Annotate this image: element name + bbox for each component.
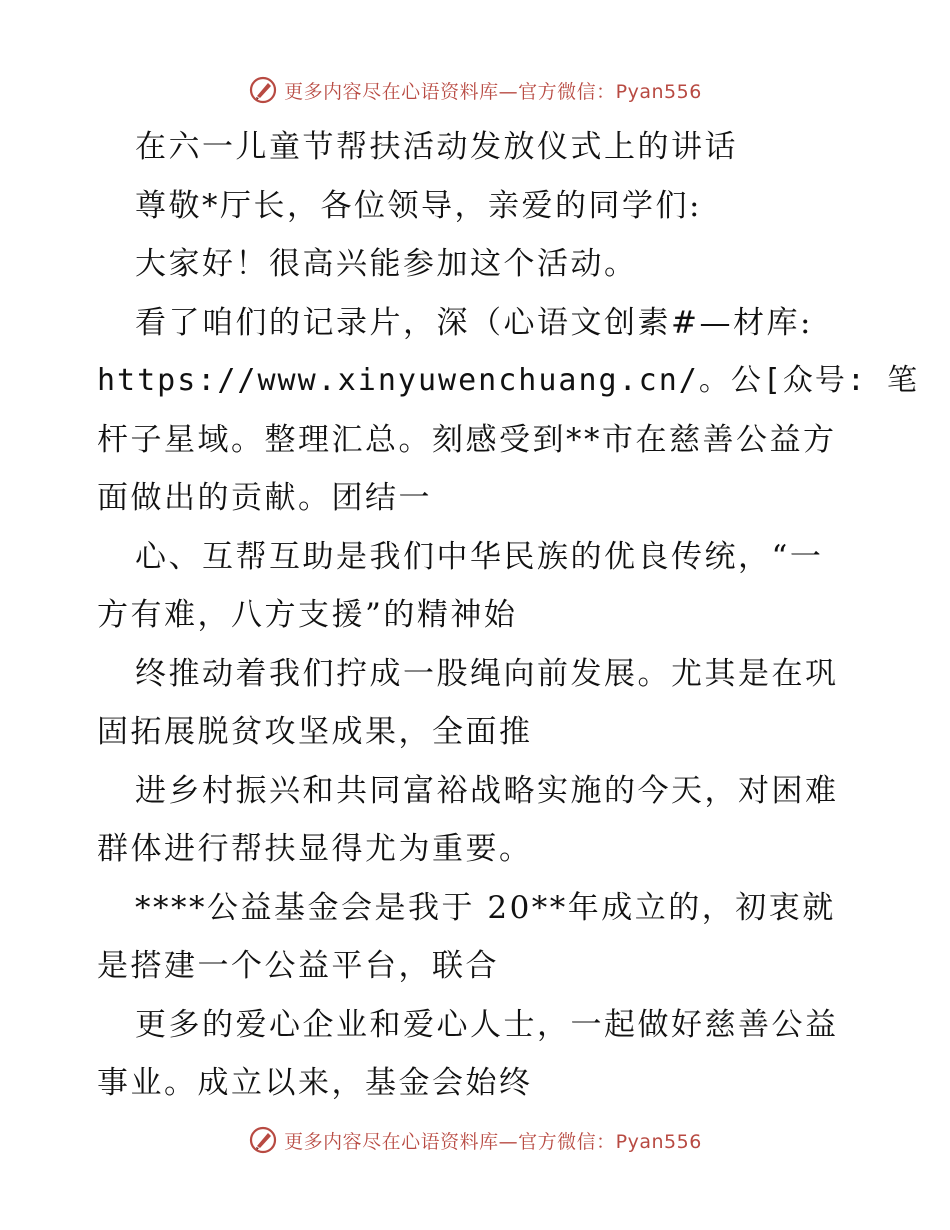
paragraph-line: 固拓展脱贫攻坚成果，全面推 xyxy=(97,714,533,750)
pen-logo-icon xyxy=(248,1125,278,1155)
paragraph-line: 事业。成立以来，基金会始终 xyxy=(97,1065,533,1101)
salutation: 尊敬*厅长，各位领导，亲爱的同学们: xyxy=(135,187,702,224)
paragraph-line: https://www.xinyuwenchuang.cn/。公[众号: 笔 xyxy=(97,363,920,398)
paragraph-line: 面做出的贡献。团结一 xyxy=(97,480,432,516)
footer-banner xyxy=(0,1120,950,1160)
paragraph-line: 大家好！很高兴能参加这个活动。 xyxy=(135,246,638,282)
paragraph-line: 杆子星域。整理汇总。刻感受到**市在慈善公益方 xyxy=(97,421,837,458)
header-banner xyxy=(0,70,950,110)
paragraph-line: 心、互帮互助是我们中华民族的优良传统，“一 xyxy=(135,538,824,575)
paragraph-line: 方有难，八方支援”的精神始 xyxy=(97,597,518,633)
header-banner-text: 更多内容尽在心语资料库—官方微信：Pyan556 xyxy=(284,80,702,103)
paragraph-line: ****公益基金会是我于 20**年成立的，初衷就 xyxy=(135,889,836,926)
paragraph-line: 是搭建一个公益平台，联合 xyxy=(97,948,499,984)
paragraph-line: 群体进行帮扶显得尤为重要。 xyxy=(97,831,533,867)
paragraph-line: 进乡村振兴和共同富裕战略实施的今天，对困难 xyxy=(135,772,839,809)
document-title: 在六一儿童节帮扶活动发放仪式上的讲话 xyxy=(135,129,738,165)
footer-banner-text: 更多内容尽在心语资料库—官方微信：Pyan556 xyxy=(284,1130,702,1153)
pen-logo-icon xyxy=(248,75,278,105)
paragraph-line: 看了咱们的记录片，深（心语文创素#—材库: xyxy=(135,304,813,341)
document-body xyxy=(97,118,920,1113)
paragraph-line: 更多的爱心企业和爱心人士，一起做好慈善公益 xyxy=(135,1006,839,1043)
paragraph-line: 终推动着我们拧成一股绳向前发展。尤其是在巩 xyxy=(135,655,839,692)
